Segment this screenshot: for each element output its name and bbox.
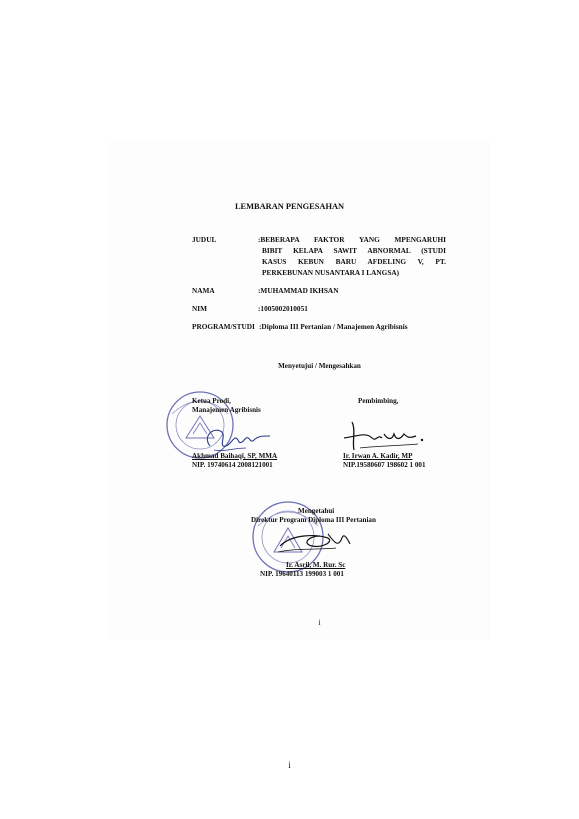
left-signer-name: Akhmad Baihaqi, SP, MMA (192, 452, 278, 460)
nama-label: NAMA (192, 286, 215, 295)
judul-label: JUDUL (192, 235, 217, 244)
bottom-role-2: Direktur Program Diploma III Pertanian (251, 516, 376, 524)
left-signature (200, 422, 272, 456)
page-number: i (288, 760, 291, 770)
bottom-signer-name: Ir. Asril, M. Rur. Sc (286, 561, 346, 569)
inner-page-number: i (318, 618, 321, 627)
judul-line-2: BIBIT KELAPA SAWIT ABNORMAL (STUDI (262, 246, 446, 255)
nim-value: :1005002010051 (258, 304, 308, 313)
right-signature (338, 416, 432, 456)
nim-label: NIM (192, 304, 207, 313)
left-role-2: Manajemen Agribisnis (192, 406, 261, 414)
page-title: LEMBARAN PENGESAHAN (234, 202, 345, 211)
judul-line-3: KASUS KEBUN BARU AFDELING V, PT. (262, 257, 446, 266)
prodi-value: :Diploma III Pertanian / Manajemen Agribisnis (259, 322, 408, 331)
nama-value: :MUHAMMAD IKHSAN (258, 286, 339, 295)
approval-heading: Menyetujui / Mengesahkan (278, 362, 361, 370)
bottom-signature (272, 524, 352, 560)
judul-line-4: PERKEBUNAN NUSANTARA I LANGSA) (262, 268, 400, 277)
bottom-role-1: Mengetahui (298, 507, 335, 515)
prodi-label: PROGRAM/STUDI (192, 322, 255, 331)
left-signer-nip: NIP. 19740614 2008121001 (192, 461, 273, 469)
right-role: Pembimbing, (358, 397, 399, 405)
bottom-signer-nip: NIP. 19640113 199003 1 001 (260, 570, 344, 578)
left-role-1: Ketua Prodi, (192, 397, 231, 405)
right-signer-name: Ir. Irwan A. Kadir, MP (343, 452, 413, 460)
right-signer-nip: NIP.19580607 198602 1 001 (343, 461, 426, 469)
judul-line-1: :BEBERAPA FAKTOR YANG MPENGARUHI (258, 235, 446, 244)
